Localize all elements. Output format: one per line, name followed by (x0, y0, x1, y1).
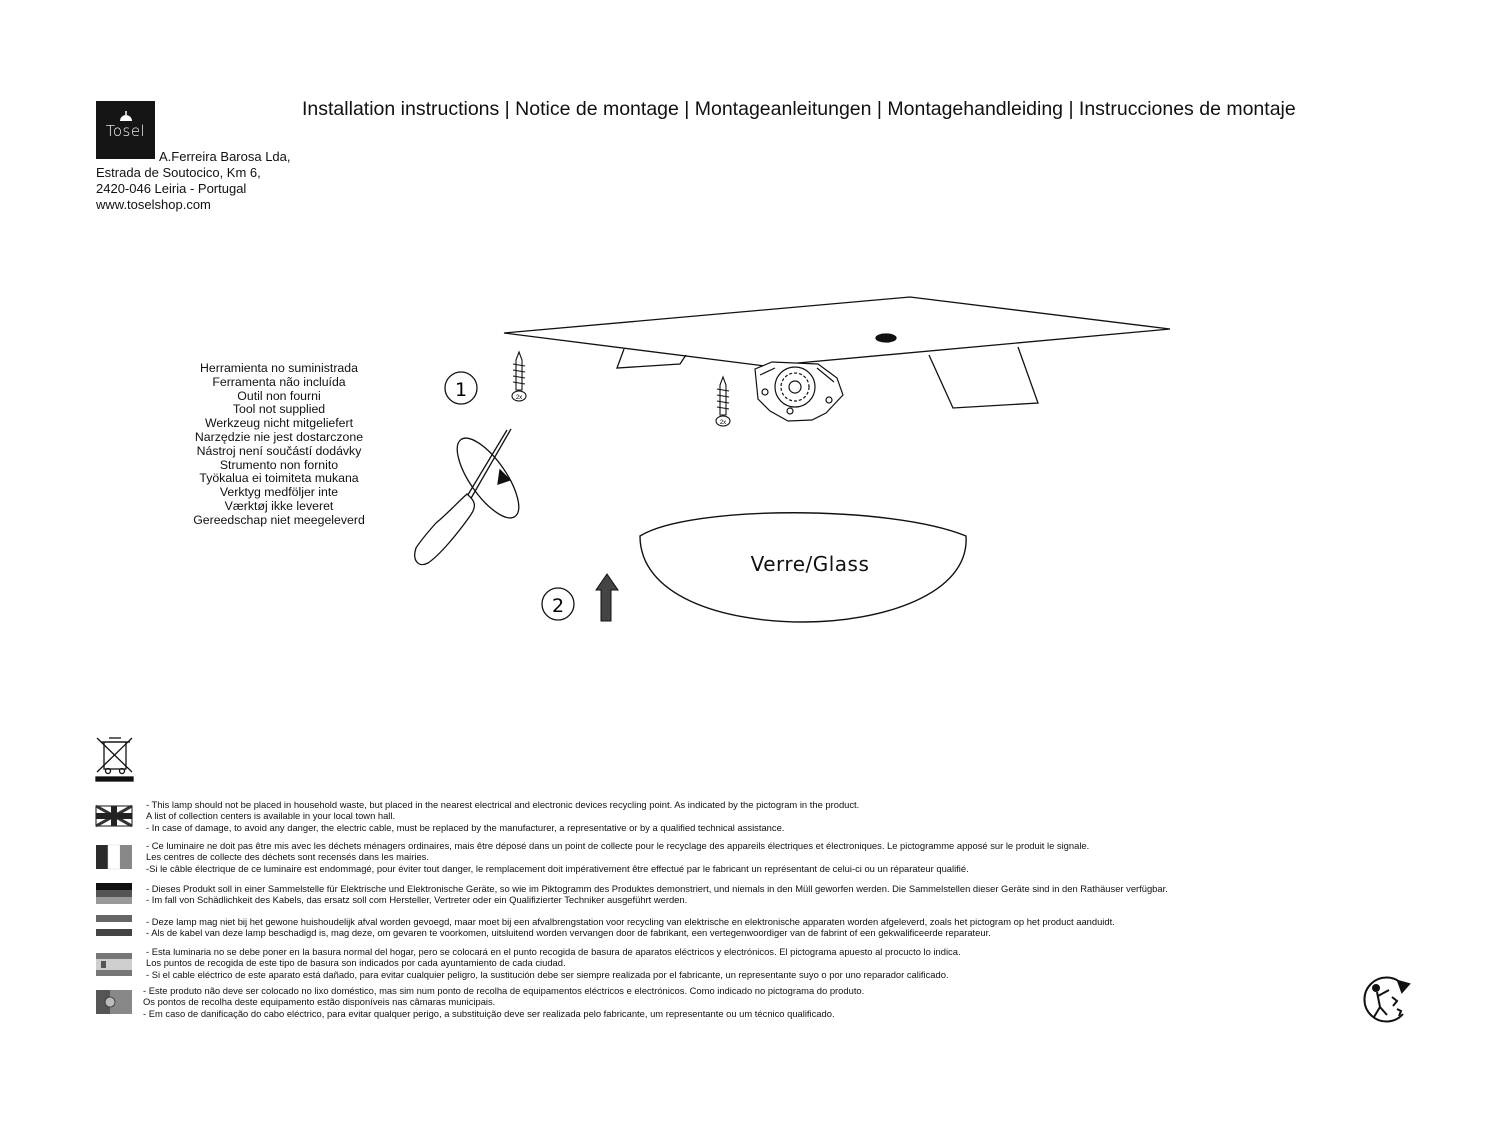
notice-portuguese (143, 985, 864, 1019)
notice-line: - Im fall von Schädlichkeit des Kabels, das ersatz soll com Hersteller, Vertreter oder ein Qualifizierter Techniker ausgeführt werden. (146, 894, 688, 906)
step-2-number: 2 (551, 595, 565, 617)
netherlands-flag-icon (96, 915, 132, 936)
notice-line: - Este produto não deve ser colocado no lixo doméstico, mas sim num ponto de recolha de equipamentos eléctricos e electrónicos. Como indicado no pictograma do produto. (143, 985, 865, 996)
tool-notice-line: Työkalua ei toimiteta mukana (199, 471, 359, 486)
screwdriver-icon (415, 429, 530, 565)
notice-english (146, 799, 859, 833)
screw-count-label: 2x (515, 395, 523, 401)
france-flag-icon (96, 845, 132, 869)
notice-line: Les centres de collecte des déchets sont recensés dans les mairies. (146, 851, 429, 863)
tool-notice-line: Outil non fourni (237, 388, 321, 403)
tool-notice-line: Nástroj není součástí dodávky (196, 443, 362, 458)
tool-notice-line: Ferramenta não incluída (212, 374, 346, 389)
notice-line: - Si el cable eléctrico de este aparato está dañado, para evitar cualquier peligro, la sustitución debe ser siempre realizada por el fabricante, un representante suyo o por uno reparador calificado. (146, 968, 949, 980)
screw-count-label: 2x (719, 420, 727, 426)
notice-spanish (146, 946, 961, 980)
step-1-marker (445, 372, 477, 404)
notice-line: - This lamp should not be placed in household waste, but placed in the nearest electrical and electronic devices recycling point. As indicated by the pictogram in the product. (146, 799, 860, 810)
tool-notice-line: Verktyg medföljer inte (219, 485, 339, 500)
notice-line: - Esta luminaria no se debe poner en la basura normal del hogar, pero se colocará en el punto recogida de basura de aparatos eléctricos y electrónicos. El pictograma apuesto al procucto lo indica. (146, 946, 961, 957)
uk-flag-icon (96, 806, 132, 826)
notice-line: - Deze lamp mag niet bij het gewone huishoudelijk afval worden gevoegd, maar moet bij een afvalbrengstation voor recycling van elektrische en elektronische apparaten worden afgeleverd, zoals het pictogram op het product aanduidt. (146, 916, 1115, 927)
tool-notice-line: Werkzeug nicht mitgeliefert (204, 416, 354, 431)
logo-text: Tosel (105, 122, 146, 140)
screw-icon (512, 352, 526, 401)
tool-notice-line: Gereedschap niet meegeleverd (193, 512, 365, 527)
tool-notice-line: Strumento non fornito (219, 457, 339, 472)
notice-line: - Em caso de danificação do cabo eléctrico, para evitar qualquer perigo, a substituição deve ser realizada pelo fabricante, um representante ou um técnico qualificado. (143, 1007, 835, 1019)
germany-flag-icon (96, 883, 132, 904)
notice-line: - Ce luminaire ne doit pas être mis avec les déchets ménagers ordinaires, mais être déposé dans un point de collecte pour le recyclage des appareils électriques et électroniques. Le pictogramme apposé sur le produit le signale. (146, 840, 1090, 851)
notice-line: - In case of damage, to avoid any danger, the electric cable, must be replaced by the manufacturer, a representative or by a qualified technical assistance. (146, 821, 785, 833)
notice-german (146, 883, 1168, 906)
portugal-flag-icon (96, 990, 132, 1014)
cable-hole (876, 334, 896, 342)
step-1-number: 1 (454, 379, 468, 401)
company-name: A.Ferreira Barosa Lda, (159, 149, 291, 164)
triman-recycling-icon (1364, 978, 1409, 1022)
notice-line: A list of collection centers is available in your local town hall. (146, 810, 396, 822)
spain-flag-icon (96, 953, 132, 976)
notice-french (146, 840, 1089, 874)
crossed-out-wheelie-bin-icon (96, 738, 133, 781)
notice-line: -Si le câble électrique de ce luminaire est endommagé, pour éviter tout danger, le remplacement doit impérativement être effectué par le fabricant un représentant de celui-ci ou un réparateur qualifié. (146, 862, 969, 874)
terminal-block-icon (755, 362, 843, 421)
tool-notice-line: Herramienta no suministrada (200, 361, 358, 375)
notice-dutch (146, 916, 1115, 939)
step-2-marker (542, 588, 574, 620)
screw-icon (716, 377, 730, 426)
notice-line: Os pontos de recolha deste equipamento estão disponíveis nas câmaras municipais. (143, 996, 496, 1008)
notice-line: - Dieses Produkt soll in einer Sammelstelle für Elektrische und Elektronische Geräte, so wie im Piktogramm des Produktes demonstriert, und niemals in den Müll geworfen werden. Die Sammelstellen dieser Geräte sind in den Rathäuser verfügbar. (146, 883, 1168, 894)
up-arrow-icon (596, 574, 618, 621)
notice-line: - Als de kabel van deze lamp beschadigd is, mag deze, om gevaren te voorkomen, uitsluitend worden vervangen door de fabrikant, een vertegenwoordiger van de fabrint of een gekwalificeerde reparateur. (146, 927, 991, 939)
tool-notice-line: Værktøj ikke leveret (224, 498, 334, 513)
company-street: Estrada de Soutocico, Km 6, (96, 165, 261, 180)
notice-line: Los puntos de recogida de este tipo de basura son indicados por cada ayuntamiento de cada ciudad. (146, 957, 566, 969)
company-website: www.toselshop.com (96, 197, 211, 212)
tool-notice-line: Narzędzie nie jest dostarczone (194, 429, 364, 444)
tool-notice-line: Tool not supplied (232, 402, 326, 417)
page-title: Installation instructions | Notice de montage | Montageanleitungen | Montagehandleiding | Instrucciones de montaje (302, 98, 1296, 120)
company-postal: 2420-046 Leiria - Portugal (96, 181, 247, 196)
glass-shade-label: Verre/Glass (750, 552, 870, 576)
